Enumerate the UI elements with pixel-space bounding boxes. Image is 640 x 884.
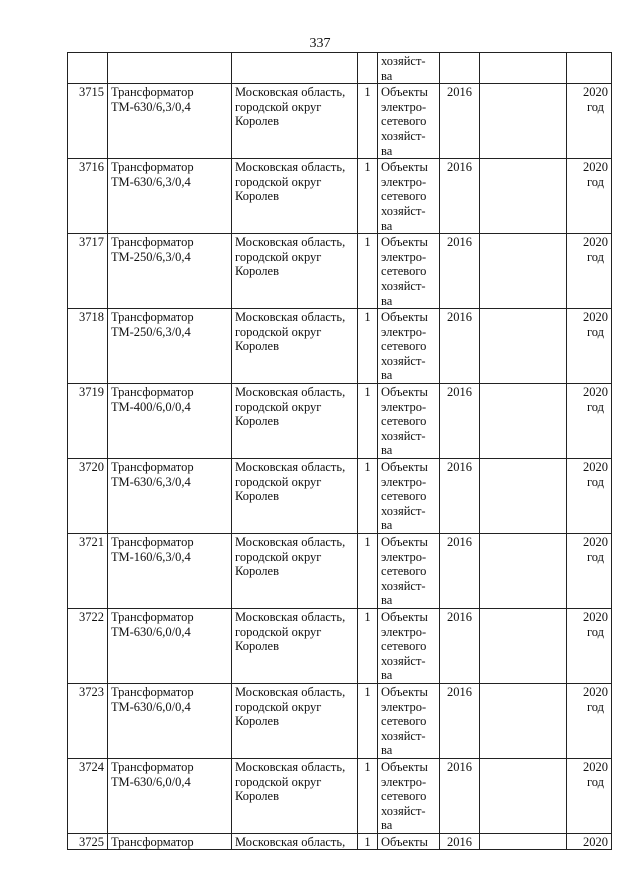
location-line: Московская область, [235,235,346,250]
cell-name [108,459,232,534]
category-line: Объекты [381,535,428,549]
location-line: Московская область, [235,85,346,100]
due-line: год [586,324,605,339]
location-line: Московская область, [235,684,346,699]
category-line: Объекты [381,160,428,175]
cell-location [232,159,358,234]
due-line: 2020 [583,759,608,774]
cell-qty: 1 [358,159,378,234]
location-line: городской округ [235,699,322,714]
cell-due [567,608,612,683]
cell-qty: 1 [358,683,378,758]
category-line: сетевого [381,714,427,729]
due-text [583,85,608,114]
location-line: Московская область, [235,460,346,475]
category-line: сетевого [381,489,427,504]
location-line: Королев [235,789,279,804]
location-line: городской округ [235,324,322,339]
cell-location [232,84,358,159]
cell-qty: 1 [358,534,378,609]
due-line: год [586,249,605,264]
category-line: ва [381,443,393,458]
continuation-row [68,53,612,84]
cell-year [440,53,480,84]
location-line: Королев [235,564,279,579]
location-line: Королев [235,189,279,204]
cell-due [567,234,612,309]
cell-due [567,384,612,459]
name-line: ТМ-630/6,3/0,4 [111,174,191,189]
category-line: ва [381,743,393,758]
cell-name [108,53,232,84]
location-line: Московская область, [235,759,346,774]
category-line: сетевого [381,264,427,279]
name-line: ТМ-630/6,0/0,4 [111,624,191,639]
location-line: Московская область, [235,160,346,175]
category-line: Объекты [381,684,428,699]
due-line: 2020 [583,235,608,250]
location-line: городской округ [235,549,322,564]
cell-name [108,608,232,683]
category-line: электро- [381,324,427,339]
table-row [68,159,612,234]
cell-empty [480,384,567,459]
cell-empty [480,608,567,683]
name-line: Трансформатор [111,460,194,475]
due-text [583,760,608,789]
cell-empty [480,534,567,609]
table-row [68,534,612,609]
category-line: Объекты [381,85,428,100]
name-line: Трансформатор [111,535,194,549]
location-line: городской округ [235,774,322,789]
cell-name [108,84,232,159]
category-line: электро- [381,699,427,714]
name-line: ТМ-160/6,3/0,4 [111,549,191,564]
table-row [68,758,612,833]
category-line: хозяйст- [381,728,426,743]
cell-empty [480,833,567,850]
cell-category [378,534,440,609]
category-line: ва [381,143,393,158]
location-line: Московская область, [235,385,346,400]
cell-category: Объекты [378,833,440,850]
location-line: Королев [235,714,279,729]
category-line: хозяйст- [381,803,426,818]
cell-due [567,459,612,534]
cell-qty: 1 [358,84,378,159]
due-line: год [586,174,605,189]
due-text [583,610,608,639]
location-line: городской округ [235,474,322,489]
cell-year: 2016 [440,384,480,459]
cell-category [378,683,440,758]
category-line: ва [381,68,393,83]
name-line: Трансформатор [111,759,194,774]
due-text [583,685,608,714]
due-line: год [586,624,605,639]
category-line: сетевого [381,114,427,129]
due-line: 2020 [583,535,608,549]
due-text [583,235,608,264]
due-text [583,535,608,564]
due-line: год [586,474,605,489]
table-row [68,384,612,459]
location-line: Московская область, [235,310,346,325]
location-line: городской округ [235,399,322,414]
location-line: Московская область, [235,535,346,549]
category-line: ва [381,368,393,383]
cell-qty: 1 [358,234,378,309]
cell-due [567,159,612,234]
cell-name [108,683,232,758]
cell-category [378,234,440,309]
category-line: электро- [381,249,427,264]
cell-location [232,309,358,384]
cell-num: 3725 [68,833,108,850]
table-row [68,84,612,159]
cell-num: 3720 [68,459,108,534]
cell-year: 2016 [440,459,480,534]
name-line: ТМ-630/6,0/0,4 [111,774,191,789]
location-line: Королев [235,264,279,279]
name-line: Трансформатор [111,609,194,624]
due-line: год [586,549,605,564]
cell-category [378,384,440,459]
category-line: электро- [381,549,427,564]
category-line: ва [381,293,393,308]
category-line: хозяйст- [381,128,426,143]
category-line: сетевого [381,789,427,804]
due-text [583,460,608,489]
cell-num: 3721 [68,534,108,609]
cell-num: 3715 [68,84,108,159]
cell-qty: 1 [358,384,378,459]
category-line: Объекты [381,310,428,325]
category-line: Объекты [381,235,428,250]
due-line: 2020 [583,609,608,624]
name-line: Трансформатор [111,235,194,250]
cell-num: 3718 [68,309,108,384]
category-line: сетевого [381,564,427,579]
location-line: Королев [235,489,279,504]
registry-body [68,53,612,850]
category-line: хозяйст- [381,353,426,368]
cell-empty [480,309,567,384]
location-line: городской округ [235,99,322,114]
cell-qty: 1 [358,608,378,683]
location-line: городской округ [235,624,322,639]
cell-empty [480,159,567,234]
name-line: Трансформатор [111,385,194,400]
cell-year: 2016 [440,309,480,384]
due-line: 2020 [583,684,608,699]
cell-qty: 1 [358,758,378,833]
category-line: хозяйст- [381,54,426,68]
cell-qty: 1 [358,309,378,384]
location-line: городской округ [235,249,322,264]
cell-due [567,309,612,384]
cell-category [378,309,440,384]
cell-location: Московская область, [232,833,358,850]
cell-num: 3717 [68,234,108,309]
cell-empty [480,683,567,758]
category-line: Объекты [381,460,428,475]
cell-category [378,159,440,234]
cell-location [232,758,358,833]
due-text [583,160,608,189]
cell-year: 2016 [440,234,480,309]
cell-category [378,53,440,84]
cell-location [232,234,358,309]
due-line: 2020 [583,160,608,175]
due-line: 2020 [583,460,608,475]
cell-empty [480,53,567,84]
category-line: Объекты [381,609,428,624]
name-line: ТМ-250/6,3/0,4 [111,249,191,264]
name-line: Трансформатор [111,310,194,325]
category-line: ва [381,593,393,608]
due-line: 2020 [583,85,608,100]
cell-name [108,384,232,459]
category-line: сетевого [381,414,427,429]
due-line: год [586,774,605,789]
cell-year: 2016 [440,683,480,758]
category-line: хозяйст- [381,428,426,443]
location-line: Королев [235,639,279,654]
category-line: сетевого [381,189,427,204]
category-line: электро- [381,399,427,414]
cell-due [567,534,612,609]
cell-num [68,53,108,84]
category-line: сетевого [381,339,427,354]
location-line: Королев [235,114,279,129]
cell-year: 2016 [440,608,480,683]
location-line: городской округ [235,174,322,189]
cell-location [232,534,358,609]
cell-year: 2016 [440,758,480,833]
category-line: хозяйст- [381,578,426,593]
cell-location [232,683,358,758]
category-line: хозяйст- [381,503,426,518]
cell-due [567,53,612,84]
cell-year: 2016 [440,159,480,234]
cell-due: 2020 [567,833,612,850]
table-row [68,683,612,758]
category-line: электро- [381,174,427,189]
cell-year: 2016 [440,84,480,159]
cell-due [567,758,612,833]
name-line: Трансформатор [111,684,194,699]
due-text [583,310,608,339]
due-text [583,385,608,414]
cell-qty [358,53,378,84]
cell-name: Трансформатор [108,833,232,850]
table-row [68,234,612,309]
category-line: хозяйст- [381,278,426,293]
cell-num: 3723 [68,683,108,758]
cell-name [108,534,232,609]
category-line: Объекты [381,759,428,774]
location-line: Королев [235,339,279,354]
cell-category [378,758,440,833]
category-line: электро- [381,624,427,639]
name-line: ТМ-630/6,3/0,4 [111,99,191,114]
due-line: 2020 [583,310,608,325]
cell-category [378,459,440,534]
category-line: ва [381,668,393,683]
cell-year: 2016 [440,833,480,850]
cell-location [232,53,358,84]
table-row [68,459,612,534]
name-line: ТМ-630/6,3/0,4 [111,474,191,489]
category-line: электро- [381,474,427,489]
name-line: ТМ-250/6,3/0,4 [111,324,191,339]
name-line: ТМ-400/6,0/0,4 [111,399,191,414]
cell-name [108,234,232,309]
due-line: 2020 [583,385,608,400]
cell-empty [480,459,567,534]
cell-empty [480,84,567,159]
cell-category [378,608,440,683]
table-row [68,608,612,683]
cell-name [108,309,232,384]
cell-due [567,84,612,159]
cell-due [567,683,612,758]
due-line: год [586,699,605,714]
category-line: ва [381,518,393,533]
category-line: ва [381,818,393,833]
category-line: электро- [381,774,427,789]
asset-registry-table [67,52,612,850]
due-line: год [586,399,605,414]
cell-location [232,384,358,459]
cell-location [232,608,358,683]
category-line: сетевого [381,639,427,654]
name-line: Трансформатор [111,160,194,175]
cell-category [378,84,440,159]
category-line: хозяйст- [381,203,426,218]
category-line: электро- [381,99,427,114]
name-line: Трансформатор [111,85,194,100]
page-number: 337 [309,36,331,51]
cell-qty: 1 [358,833,378,850]
cell-qty: 1 [358,459,378,534]
cell-name [108,758,232,833]
cell-num: 3716 [68,159,108,234]
table-row [68,309,612,384]
cell-name [108,159,232,234]
partial-row [68,833,612,850]
cell-empty [480,758,567,833]
cell-empty [480,234,567,309]
cell-num: 3724 [68,758,108,833]
name-line: ТМ-630/6,0/0,4 [111,699,191,714]
cell-num: 3722 [68,608,108,683]
category-line: Объекты [381,385,428,400]
category-line: ва [381,218,393,233]
location-line: Московская область, [235,609,346,624]
category-line: хозяйст- [381,653,426,668]
cell-location [232,459,358,534]
location-line: Королев [235,414,279,429]
cell-year: 2016 [440,534,480,609]
cell-num: 3719 [68,384,108,459]
due-line: год [586,99,605,114]
